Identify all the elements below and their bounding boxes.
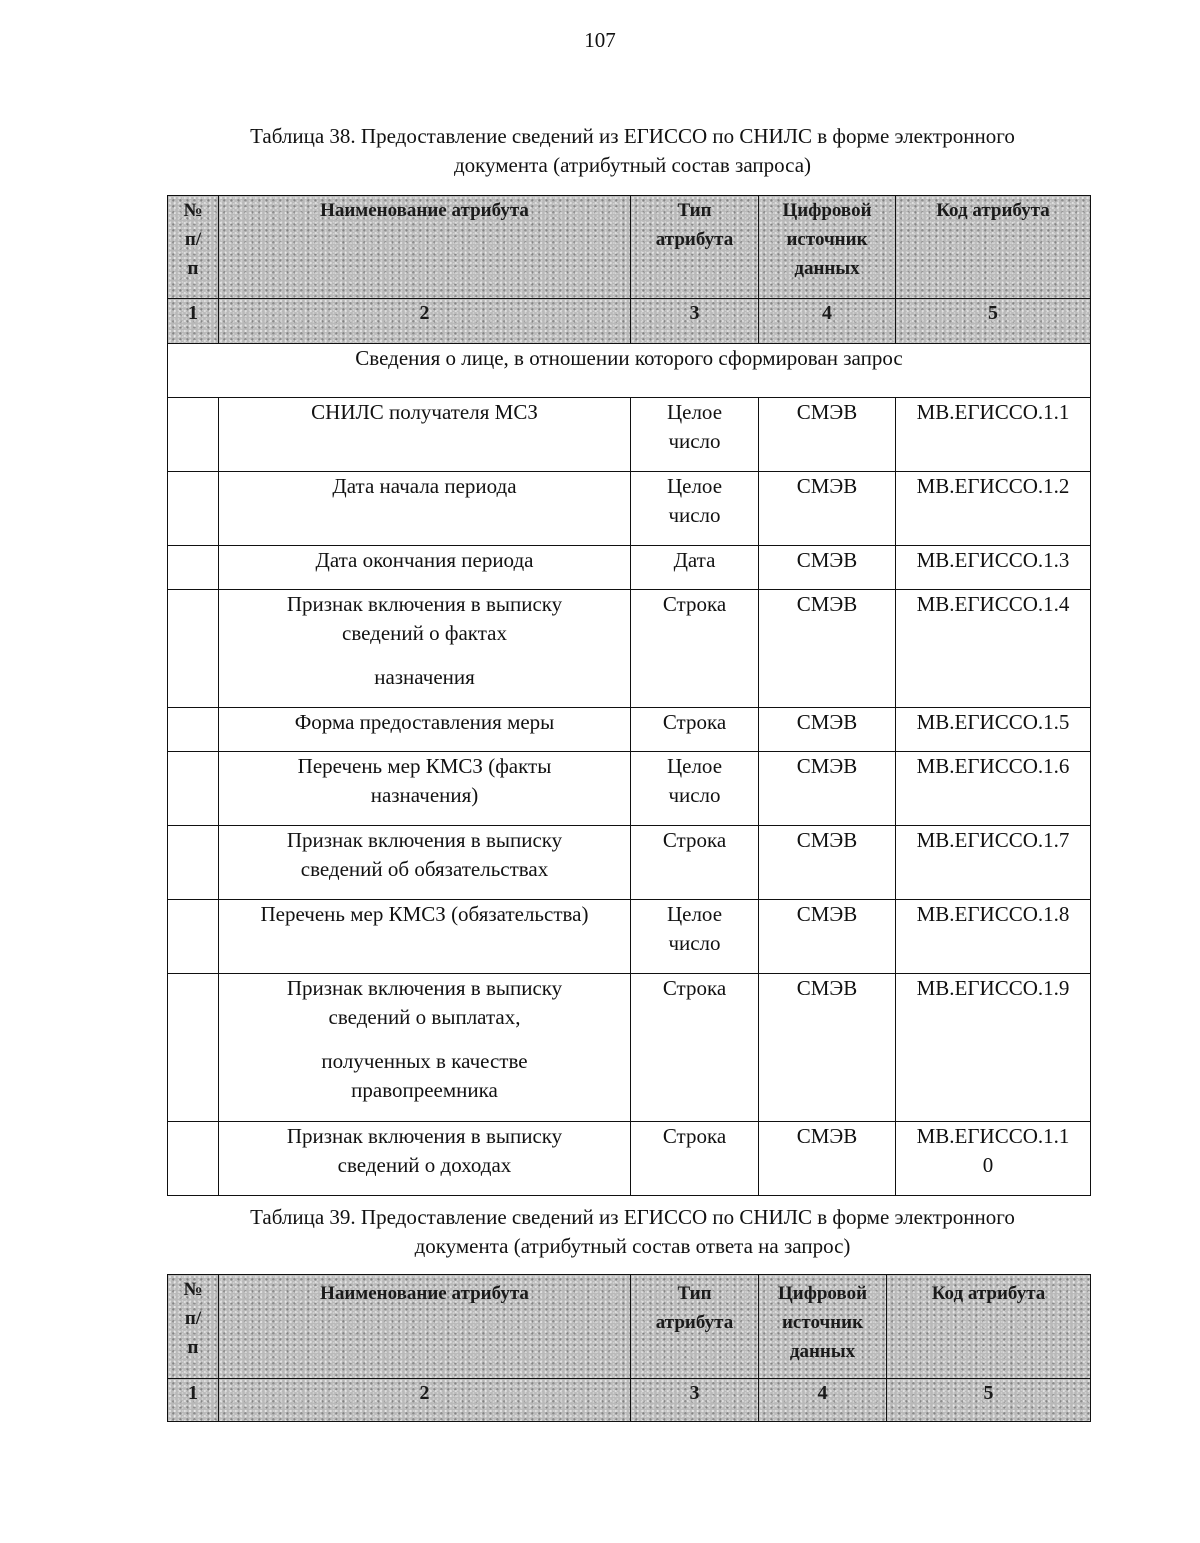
row-number-cell [168,974,219,1122]
attribute-code-cell: МВ.ЕГИССО.1.7 [896,826,1091,900]
table-row [168,752,1091,826]
attribute-name-cell: Форма предоставления меры [219,708,631,752]
header-number: 4 [759,1379,887,1422]
caption-line: документа (атрибутный состав ответа на запрос) [414,1234,851,1258]
attribute-code-cell: МВ.ЕГИССО.1.1 0 [896,1122,1091,1196]
attribute-name-cell: Признак включения в выписку сведений об обязательствах [219,826,631,900]
section-row [168,344,1091,398]
data-source-cell: СМЭВ [759,708,896,752]
table-39 [167,1274,1091,1422]
header-number: 4 [759,299,896,344]
data-source-cell: СМЭВ [759,900,896,974]
attribute-name-cell: Перечень мер КМСЗ (обязательства) [219,900,631,974]
attribute-type-cell: Строка [631,708,759,752]
header-number: 2 [219,299,631,344]
attribute-type-cell: Целое число [631,752,759,826]
attribute-type-cell: Строка [631,826,759,900]
table-38 [167,195,1091,1196]
table-row [168,1122,1091,1196]
attribute-type-cell: Строка [631,974,759,1122]
header-name: Наименование атрибута [219,1275,631,1379]
attribute-code-cell: МВ.ЕГИССО.1.9 [896,974,1091,1122]
caption-line: документа (атрибутный состав запроса) [453,153,812,177]
table-row [168,472,1091,546]
attribute-type-cell: Целое число [631,472,759,546]
attribute-name-cell: Дата окончания периода [219,546,631,590]
data-source-cell: СМЭВ [759,590,896,708]
caption-line: Таблица 38. Предоставление сведений из ЕГИССО по СНИЛС в форме электронного [250,124,1015,148]
row-number-cell [168,472,219,546]
section-title: Сведения о лице, в отношении которого сформирован запрос [168,344,1091,398]
caption-line: Таблица 39. Предоставление сведений из ЕГИССО по СНИЛС в форме электронного [250,1205,1015,1229]
attribute-code-cell: МВ.ЕГИССО.1.3 [896,546,1091,590]
row-number-cell [168,546,219,590]
data-source-cell: СМЭВ [759,472,896,546]
header-source: Цифровой источник данных [759,196,896,299]
table-row [168,826,1091,900]
attribute-type-cell: Целое число [631,398,759,472]
attribute-type-cell: Строка [631,1122,759,1196]
header-type: Тип атрибута [631,1275,759,1379]
row-number-cell [168,1122,219,1196]
attribute-code-cell: МВ.ЕГИССО.1.5 [896,708,1091,752]
data-source-cell: СМЭВ [759,546,896,590]
attribute-name-cell: СНИЛС получателя МСЗ [219,398,631,472]
header-code: Код атрибута [896,196,1091,299]
row-number-cell [168,590,219,708]
row-number-cell [168,398,219,472]
table-row [168,398,1091,472]
data-source-cell: СМЭВ [759,398,896,472]
attribute-type-cell: Строка [631,590,759,708]
attribute-code-cell: МВ.ЕГИССО.1.4 [896,590,1091,708]
header-num: № п/ п [168,196,219,299]
data-source-cell: СМЭВ [759,752,896,826]
row-number-cell [168,708,219,752]
header-number: 2 [219,1379,631,1422]
table-row [168,708,1091,752]
header-number-row [168,299,1091,344]
header-num: № п/ п [168,1275,219,1379]
table-row [168,974,1091,1122]
row-number-cell [168,900,219,974]
header-code: Код атрибута [887,1275,1091,1379]
page-number: 107 [584,28,616,52]
attribute-name-cell: Перечень мер КМСЗ (факты назначения) [219,752,631,826]
header-number-row [168,1379,1091,1422]
table-row [168,546,1091,590]
header-row [168,196,1091,299]
attribute-type-cell: Дата [631,546,759,590]
header-name: Наименование атрибута [219,196,631,299]
attribute-name-cell: Признак включения в выписку сведений о фактах назначения [219,590,631,708]
data-source-cell: СМЭВ [759,826,896,900]
data-source-cell: СМЭВ [759,1122,896,1196]
row-number-cell [168,826,219,900]
header-number: 5 [887,1379,1091,1422]
table-39-caption [160,1203,1105,1261]
attribute-code-cell: МВ.ЕГИССО.1.2 [896,472,1091,546]
table-row [168,590,1091,708]
attribute-name-cell: Дата начала периода [219,472,631,546]
table-row [168,900,1091,974]
table-38-caption [160,122,1105,180]
header-number: 3 [631,299,759,344]
attribute-name-cell: Признак включения в выписку сведений о доходах [219,1122,631,1196]
attribute-type-cell: Целое число [631,900,759,974]
attribute-code-cell: МВ.ЕГИССО.1.8 [896,900,1091,974]
data-source-cell: СМЭВ [759,974,896,1122]
header-number: 5 [896,299,1091,344]
attribute-name-cell: Признак включения в выписку сведений о выплатах, полученных в качестве правопреемника [219,974,631,1122]
row-number-cell [168,752,219,826]
header-type: Тип атрибута [631,196,759,299]
header-source: Цифровой источник данных [759,1275,887,1379]
attribute-code-cell: МВ.ЕГИССО.1.6 [896,752,1091,826]
header-number: 1 [168,299,219,344]
header-row [168,1275,1091,1379]
header-number: 3 [631,1379,759,1422]
header-number: 1 [168,1379,219,1422]
attribute-code-cell: МВ.ЕГИССО.1.1 [896,398,1091,472]
